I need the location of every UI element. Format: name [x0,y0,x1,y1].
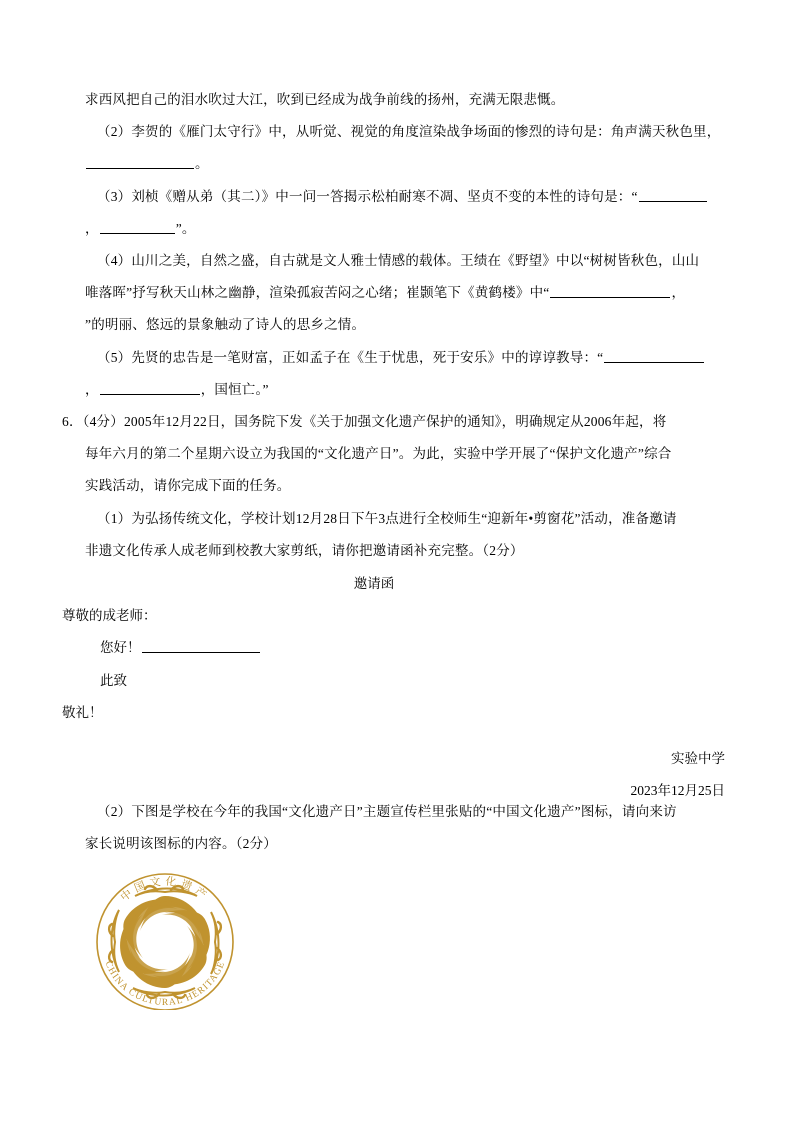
invitation-letter-signature-org: 实验中学 [671,751,725,767]
line-text: （3）刘桢《赠从弟（其二）》中一问一答揭示松柏耐寒不凋、坚贞不变的本性的诗句是：“ [97,188,638,204]
emblem-graphic [86,862,244,1010]
question-6-sub-1-line-2 [85,535,726,567]
invitation-letter-greeting-line [100,632,726,664]
emblem-english-text: CHINA CULTURAL HERITAGE [102,959,228,1009]
question-6-line-2 [85,438,726,470]
line-text: 家长说明该图标的内容。（2分） [85,836,277,852]
line-text: （2）下图是学校在今年的我国“文化遗产日”主题宣传栏里张贴的“中国文化遗产”图标，请向来访 [97,804,677,819]
line-text: ”的明丽、悠远的景象触动了诗人的思乡之情。 [85,317,366,333]
invitation-letter [62,568,726,807]
china-cultural-heritage-emblem [86,862,244,1010]
invitation-letter-greeting: 您好！ [100,640,141,656]
question-5-item-2-line-2 [85,148,726,180]
invitation-letter-closing-1: 此致 [100,672,127,688]
document-body [62,84,726,567]
line-text: ， [85,220,99,236]
question-5-item-3-line-1 [97,181,726,213]
line-text: 实践活动，请你完成下面的任务。 [85,478,291,494]
question-5-item-4-line-3 [85,309,726,341]
question-6-sub-1-line-1 [97,503,726,535]
line-text: （5）先贤的忠告是一笔财富，正如孟子在《生于忧患，死于安乐》中的谆谆教导：“ [97,349,604,365]
question-5-item-5-line-2 [85,374,726,406]
line-text: 每年六月的第二个星期六设立为我国的“文化遗产日”。为此，实验中学开展了“保护文化遗产”综合 [85,446,672,462]
answer-blank[interactable] [550,284,670,298]
question-5-item-4-line-2 [85,277,726,309]
question-6-sub-2-line-2 [85,828,726,860]
question-6-sub-2-line-1 [97,796,726,828]
emblem-chinese-text: 中国文化遗产 [118,875,212,904]
question-score: （4分） [82,414,124,430]
line-text: 求西风把自己的泪水吹过大江，吹到已经成为战争前线的扬州，充满无限悲慨。 [85,92,565,107]
question-6-sub-2 [62,796,726,860]
question-number-separator: ． [68,414,83,430]
question-number: 6 [62,414,69,430]
emblem-outer-ring [97,874,233,1010]
answer-blank[interactable] [100,220,175,234]
answer-blank[interactable] [604,349,704,363]
question-5-item-4-line-1 [97,245,726,277]
line-text: 2005年12月22日，国务院下发《关于加强文化遗产保护的通知》，明确规定从2006年起，将 [123,414,667,430]
line-text: ，国恒亡。” [200,381,269,397]
line-text: （4）山川之美，自然之盛，自古就是文人雅士情感的载体。王绩在《野望》中以“树树皆秋色，山山 [97,253,700,269]
line-text: ， [85,381,99,397]
line-text: ， [671,285,686,301]
question-6-line-1 [62,406,726,438]
line-text: ”。 [175,220,196,236]
question-5-item-3-line-2 [85,213,726,245]
question-5-item-2-line-1 [97,116,726,148]
line-text: （1）为弘扬传统文化，学校计划12月28日下午3点进行全校师生“迎新年•剪窗花”活动，准备邀请 [97,510,677,526]
line-text: 。 [195,156,209,172]
line-text: （2）李贺的《雁门太守行》中，从听觉、视觉的角度渲染战争场面的惨烈的诗句是：角声满天秋色里， [97,124,721,140]
line-text: 非遗文化传承人成老师到校教大家剪纸，请你把邀请函补充完整。（2分） [85,542,524,558]
question-5-item-5-line-1 [97,342,726,374]
signature-spacer [62,729,726,743]
invitation-letter-signature-date: 2023年12月25日 [630,783,725,799]
invitation-letter-title: 邀请函 [353,576,395,591]
invitation-letter-closing-2: 敬礼！ [62,704,103,720]
question-6-line-3 [85,470,726,502]
invitation-letter-salutation: 尊敬的成老师： [62,608,157,624]
answer-blank[interactable] [100,381,200,395]
text-line-continuation [85,84,726,116]
answer-blank[interactable] [86,156,194,170]
line-text: 唯落晖”抒写秋天山林之幽静，渲染孤寂苦闷之心绪；崔颢笔下《黄鹤楼》中“ [85,285,550,301]
answer-blank[interactable] [142,640,260,654]
answer-blank[interactable] [639,188,707,202]
